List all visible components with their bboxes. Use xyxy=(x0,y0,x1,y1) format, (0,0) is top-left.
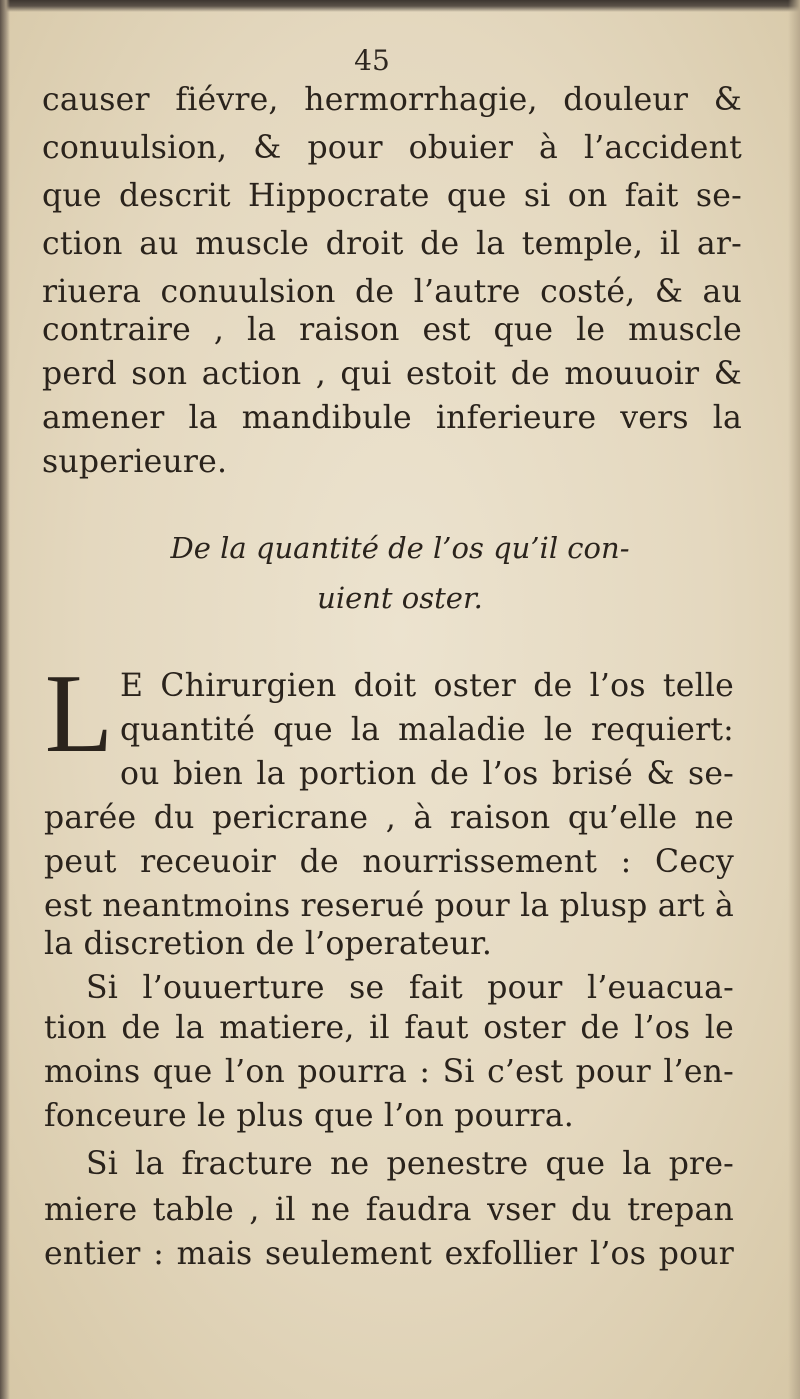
text-line: perd son action , qui estoit de mouuoir & xyxy=(42,356,742,392)
text-line: E Chirurgien doit oster de l’os telle xyxy=(120,668,734,704)
page-number: 45 xyxy=(354,44,390,77)
text-line: moins que l’on pourra : Si c’est pour l’en- xyxy=(44,1054,734,1090)
section-heading-line-1: De la quantité de l’os qu’il con- xyxy=(170,531,630,565)
text-line: riuera conuulsion de l’autre costé, & au xyxy=(42,274,742,310)
page-top-edge xyxy=(0,0,800,12)
text-line: Si l’ouuerture se fait pour l’euacua- xyxy=(86,970,734,1006)
text-line: contraire , la raison est que le muscle xyxy=(42,312,742,348)
text-line: amener la mandibule inferieure vers la xyxy=(42,400,742,436)
text-line: entier : mais seulement exfollier l’os pour xyxy=(44,1236,734,1272)
text-line: parée du pericrane , à raison qu’elle ne xyxy=(44,800,734,836)
text-line: superieure. xyxy=(42,444,228,480)
text-line: ction au muscle droit de la temple, il ar- xyxy=(42,226,742,262)
text-line: Si la fracture ne penestre que la pre- xyxy=(86,1146,734,1182)
text-line: que descrit Hippocrate que si on fait se- xyxy=(42,178,742,214)
text-line: causer fiévre, hermorrhagie, douleur & xyxy=(42,82,742,118)
drop-cap: L xyxy=(44,652,114,776)
page-binding-edge xyxy=(0,0,10,1399)
text-line: quantité que la maladie le requiert: xyxy=(120,712,734,748)
text-line: tion de la matiere, il faut oster de l’os le xyxy=(44,1010,734,1046)
text-line: la discretion de l’operateur. xyxy=(44,926,493,962)
text-line: fonceure le plus que l’on pourra. xyxy=(44,1098,575,1134)
text-line: conuulsion, & pour obuier à l’accident xyxy=(42,130,742,166)
text-line: peut receuoir de nourrissement : Cecy xyxy=(44,844,734,880)
text-line: ou bien la portion de l’os brisé & se- xyxy=(120,756,734,792)
section-heading-line-2: uient oster. xyxy=(317,581,483,615)
page-right-edge xyxy=(788,0,800,1399)
text-line: miere table , il ne faudra vser du trepan xyxy=(44,1192,734,1228)
text-line: est neantmoins reserué pour la plusp art à xyxy=(44,888,734,924)
